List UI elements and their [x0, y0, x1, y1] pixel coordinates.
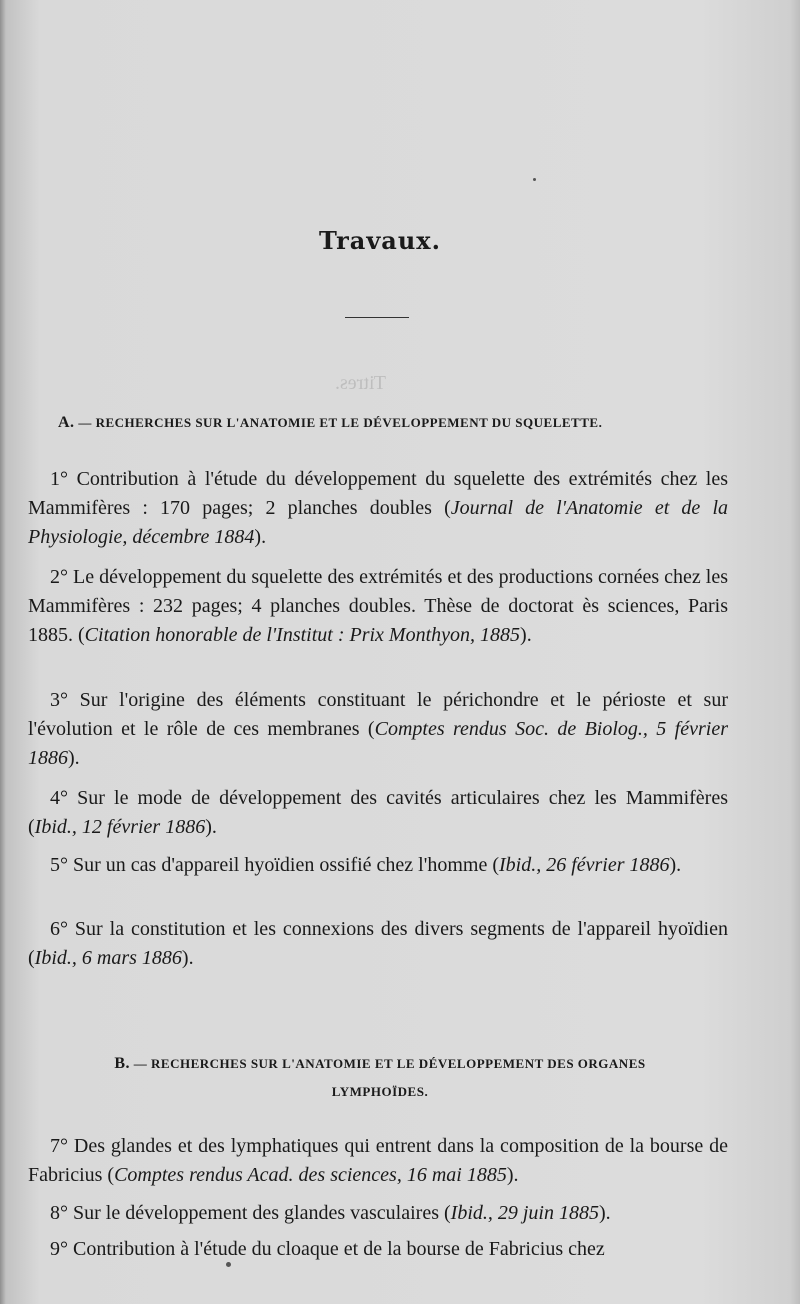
title-divider [345, 317, 409, 318]
list-item [28, 784, 728, 842]
list-item [28, 1235, 728, 1264]
section-title: RECHERCHES SUR L'ANATOMIE ET LE DÉVELOPPEMENT DES ORGANES [151, 1056, 646, 1071]
entry-citation: Journal de l'Anatomie et de la Physiologie, décembre 1884 [28, 497, 729, 548]
entry-number: 8° [50, 1202, 68, 1224]
list-item [28, 465, 728, 552]
ink-spot [226, 1262, 231, 1267]
entry-text: Le développement du squelette des extrémités et des productions cornées chez les Mammifères : 232 pages; 4 planches doubles. Thèse de doctorat ès sciences, Paris 1885. ( [28, 566, 728, 646]
entry-tail: ). [520, 624, 532, 646]
entry-number: 7° [50, 1135, 68, 1157]
section-heading-a [58, 414, 758, 432]
entry-tail: ). [68, 747, 80, 769]
list-item [28, 563, 728, 650]
entry-number: 4° [50, 787, 68, 809]
page-title: Travaux. [319, 226, 441, 255]
entry-citation: Ibid., 12 février 1886 [34, 816, 206, 838]
entry-number: 9° [50, 1238, 68, 1260]
entry-text: Sur un cas d'appareil hyoïdien ossifié chez l'homme ( [68, 854, 499, 876]
list-item [28, 1199, 728, 1228]
list-item [28, 1132, 728, 1190]
list-item [28, 686, 728, 773]
entry-citation: Citation honorable de l'Institut : Prix Monthyon, 1885 [84, 624, 521, 646]
section-letter: A. [58, 414, 75, 431]
section-dash: — [130, 1056, 152, 1071]
entry-tail: ). [506, 1164, 519, 1186]
list-item [28, 915, 728, 973]
section-heading-b [30, 1050, 730, 1106]
entry-text: Sur le développement des glandes vasculaires ( [68, 1202, 451, 1224]
entry-tail: ). [205, 816, 217, 838]
entry-text: Contribution à l'étude du développement du squelette des extrémités chez les Mammifères : 170 pages; 2 planches doubles ( [28, 468, 728, 519]
show-through-text: Titres. [335, 372, 386, 394]
entry-text: Sur la constitution et les connexions des divers segments de l'appareil hyoïdien ( [28, 918, 728, 969]
entry-citation: Ibid., 26 février 1886 [498, 854, 670, 876]
entry-number: 3° [50, 689, 68, 711]
section-title-continued: LYMPHOÏDES. [331, 1084, 429, 1099]
entry-text: Sur l'origine des éléments constituant le périchondre et le périoste et sur l'évolution et le rôle de ces membranes ( [28, 689, 728, 740]
section-dash: — [74, 415, 96, 430]
entry-number: 1° [50, 468, 68, 490]
entry-tail: ). [599, 1202, 611, 1224]
entry-citation: Comptes rendus Acad. des sciences, 16 mai 1885 [114, 1164, 507, 1186]
entry-text: Contribution à l'étude du cloaque et de la bourse de Fabricius chez [68, 1238, 605, 1260]
entry-text: Des glandes et des lymphatiques qui entrent dans la composition de la bourse de Fabricius ( [28, 1135, 728, 1186]
entry-number: 6° [50, 918, 68, 940]
entry-number: 2° [50, 566, 68, 588]
section-title: RECHERCHES SUR L'ANATOMIE ET LE DÉVELOPPEMENT DU SQUELETTE. [95, 415, 603, 430]
entry-citation: Comptes rendus Soc. de Biolog., 5 février 1886 [28, 718, 728, 769]
entry-tail: ). [181, 947, 194, 969]
entry-text: Sur le mode de développement des cavités articulaires chez les Mammifères ( [28, 787, 728, 838]
ink-spot [533, 178, 536, 181]
entry-tail: ). [254, 526, 267, 548]
entry-number: 5° [50, 854, 68, 876]
section-letter: B. [114, 1055, 131, 1072]
list-item [28, 851, 728, 880]
entry-citation: Ibid., 6 mars 1886 [34, 947, 182, 969]
entry-tail: ). [669, 854, 682, 876]
entry-citation: Ibid., 29 juin 1885 [450, 1202, 599, 1224]
